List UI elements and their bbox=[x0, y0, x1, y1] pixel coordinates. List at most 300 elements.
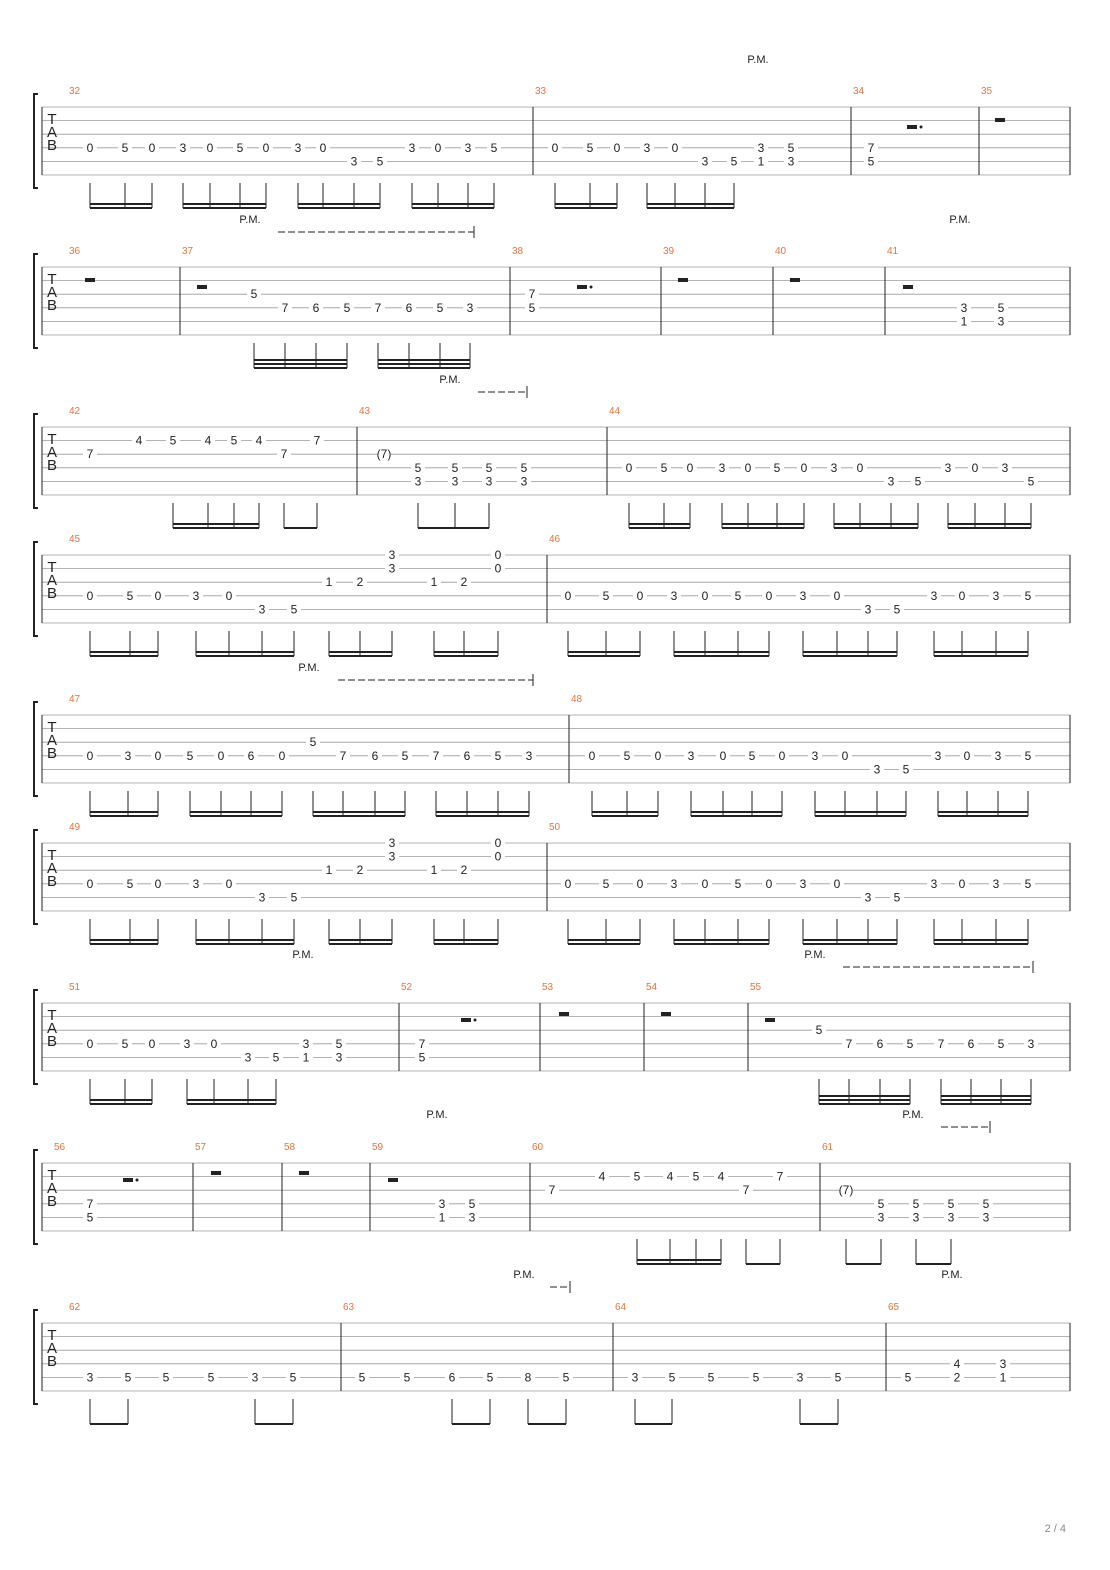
rest-dot bbox=[474, 1019, 477, 1022]
fret-number: 1 bbox=[438, 1210, 446, 1225]
fret-number: 7 bbox=[845, 1036, 853, 1051]
fret-number: 5 bbox=[494, 748, 502, 763]
measure-number: 58 bbox=[284, 1142, 296, 1153]
rest bbox=[678, 278, 688, 282]
measure-number: 32 bbox=[69, 86, 81, 97]
fret-number: 5 bbox=[169, 433, 177, 448]
rest bbox=[765, 1018, 775, 1022]
fret-number: 0 bbox=[701, 588, 709, 603]
fret-number: 3 bbox=[999, 1356, 1007, 1371]
fret-number: 5 bbox=[468, 1196, 476, 1211]
fret-number: 0 bbox=[701, 876, 709, 891]
fret-number: 0 bbox=[958, 588, 966, 603]
fret-number: 5 bbox=[997, 300, 1005, 315]
fret-number: 1 bbox=[960, 314, 968, 329]
fret-number: 7 bbox=[280, 447, 288, 462]
fret-number: 5 bbox=[707, 1370, 715, 1385]
fret-number: 4 bbox=[666, 1169, 674, 1184]
measure-number: 54 bbox=[646, 982, 658, 993]
tab-system bbox=[34, 822, 1070, 944]
fret-number: 0 bbox=[319, 140, 327, 155]
fret-number: 0 bbox=[278, 748, 286, 763]
fret-number: 0 bbox=[154, 748, 162, 763]
tab-clef-letter: T bbox=[47, 719, 57, 736]
fret-number: 3 bbox=[438, 1196, 446, 1211]
fret-number: 5 bbox=[236, 140, 244, 155]
fret-number: 5 bbox=[834, 1370, 842, 1385]
tab-system bbox=[34, 949, 1070, 1104]
fret-number: 0 bbox=[86, 748, 94, 763]
fret-number: 5 bbox=[787, 140, 795, 155]
fret-number: 3 bbox=[520, 474, 528, 489]
fret-number: 5 bbox=[877, 1196, 885, 1211]
fret-number: 6 bbox=[463, 748, 471, 763]
page-number: 2 / 4 bbox=[1044, 1523, 1066, 1535]
fret-number: 3 bbox=[830, 460, 838, 475]
fret-number: 3 bbox=[466, 300, 474, 315]
fret-number: 3 bbox=[796, 1370, 804, 1385]
fret-number: 5 bbox=[602, 876, 610, 891]
measure-number: 40 bbox=[775, 246, 787, 257]
tab-system bbox=[34, 534, 1070, 656]
fret-number: 3 bbox=[335, 1050, 343, 1065]
fret-number: 5 bbox=[186, 748, 194, 763]
fret-number: 0 bbox=[210, 1036, 218, 1051]
fret-number: 3 bbox=[451, 474, 459, 489]
fret-number: 3 bbox=[992, 876, 1000, 891]
fret-number: 3 bbox=[525, 748, 533, 763]
fret-number: 3 bbox=[670, 588, 678, 603]
fret-number: 0 bbox=[86, 588, 94, 603]
fret-number: 5 bbox=[660, 460, 668, 475]
fret-number: 3 bbox=[485, 474, 493, 489]
fret-number: 7 bbox=[937, 1036, 945, 1051]
fret-number: 7 bbox=[418, 1036, 426, 1051]
fret-number: 3 bbox=[464, 140, 472, 155]
tab-system bbox=[34, 1109, 1070, 1264]
fret-number: 7 bbox=[339, 748, 347, 763]
fret-number: 0 bbox=[613, 140, 621, 155]
fret-number: 0 bbox=[564, 876, 572, 891]
fret-number: 3 bbox=[670, 876, 678, 891]
fret-number: 6 bbox=[405, 300, 413, 315]
measure-number: 38 bbox=[512, 246, 524, 257]
fret-number: 1 bbox=[757, 154, 765, 169]
fret-number: 5 bbox=[403, 1370, 411, 1385]
tab-system bbox=[34, 214, 1070, 368]
tab-clef-letter: A bbox=[46, 444, 58, 461]
fret-number: 3 bbox=[258, 602, 266, 617]
fret-number: 3 bbox=[997, 314, 1005, 329]
fret-number: 4 bbox=[135, 433, 143, 448]
measure-number: 48 bbox=[571, 694, 583, 705]
system-bracket bbox=[34, 702, 38, 796]
fret-number: 2 bbox=[953, 1370, 961, 1385]
fret-number: 7 bbox=[867, 140, 875, 155]
fret-number: 3 bbox=[701, 154, 709, 169]
measure-number: 37 bbox=[182, 246, 194, 257]
measure-number: 36 bbox=[69, 246, 81, 257]
fret-number: 3 bbox=[1001, 460, 1009, 475]
fret-number: 5 bbox=[748, 748, 756, 763]
fret-number: 5 bbox=[86, 1210, 94, 1225]
measure-number: 47 bbox=[69, 694, 81, 705]
palm-mute-label: P.M. bbox=[426, 1109, 448, 1121]
fret-number: 1 bbox=[430, 863, 438, 878]
tab-clef-letter: T bbox=[47, 1007, 57, 1024]
fret-number: 3 bbox=[414, 474, 422, 489]
fret-number: 5 bbox=[734, 588, 742, 603]
fret-number: 3 bbox=[388, 849, 396, 864]
rest bbox=[661, 1012, 671, 1016]
fret-number: 3 bbox=[912, 1210, 920, 1225]
fret-number: 0 bbox=[262, 140, 270, 155]
fret-number: 0 bbox=[671, 140, 679, 155]
system-bracket bbox=[34, 414, 38, 508]
fret-number: 6 bbox=[876, 1036, 884, 1051]
fret-number: 3 bbox=[86, 1370, 94, 1385]
measure-number: 53 bbox=[542, 982, 554, 993]
fret-number: 5 bbox=[290, 890, 298, 905]
fret-number: 7 bbox=[528, 287, 536, 302]
fret-number: 5 bbox=[914, 474, 922, 489]
fret-number: 3 bbox=[811, 748, 819, 763]
palm-mute-label: P.M. bbox=[949, 214, 971, 226]
measure-number: 46 bbox=[549, 534, 561, 545]
fret-number: 7 bbox=[776, 1169, 784, 1184]
palm-mute-label: P.M. bbox=[292, 949, 314, 961]
fret-number: 0 bbox=[154, 588, 162, 603]
fret-number: 0 bbox=[856, 460, 864, 475]
measure-number: 60 bbox=[532, 1142, 544, 1153]
fret-number: 3 bbox=[877, 1210, 885, 1225]
fret-number: 3 bbox=[388, 836, 396, 850]
measure-number: 49 bbox=[69, 822, 81, 833]
rest bbox=[559, 1012, 569, 1016]
fret-number: 5 bbox=[912, 1196, 920, 1211]
fret-number: 3 bbox=[687, 748, 695, 763]
system-bracket bbox=[34, 990, 38, 1084]
fret-number: 5 bbox=[250, 287, 258, 302]
fret-number: 0 bbox=[494, 561, 502, 576]
fret-number: 2 bbox=[356, 863, 364, 878]
fret-number: 3 bbox=[930, 588, 938, 603]
tab-clef-letter: T bbox=[47, 431, 57, 448]
fret-number: 5 bbox=[773, 460, 781, 475]
fret-number: 0 bbox=[636, 588, 644, 603]
fret-number: 4 bbox=[717, 1169, 725, 1184]
fret-number: 5 bbox=[124, 1370, 132, 1385]
measure-number: 56 bbox=[54, 1142, 66, 1153]
fret-number: 3 bbox=[757, 140, 765, 155]
fret-number: 1 bbox=[999, 1370, 1007, 1385]
system-bracket bbox=[34, 254, 38, 348]
fret-number: 5 bbox=[602, 588, 610, 603]
fret-number: 0 bbox=[86, 1036, 94, 1051]
fret-number: 3 bbox=[124, 748, 132, 763]
fret-number: 5 bbox=[1024, 748, 1032, 763]
tab-clef-letter: T bbox=[47, 111, 57, 128]
fret-number: 0 bbox=[765, 588, 773, 603]
fret-number: 0 bbox=[971, 460, 979, 475]
tab-clef-letter: T bbox=[47, 271, 57, 288]
fret-number: 5 bbox=[520, 460, 528, 475]
fret-number: 5 bbox=[451, 460, 459, 475]
fret-number: 5 bbox=[230, 433, 238, 448]
fret-number: 7 bbox=[374, 300, 382, 315]
fret-number: 3 bbox=[258, 890, 266, 905]
fret-number: 0 bbox=[841, 748, 849, 763]
palm-mute-label: P.M. bbox=[804, 949, 826, 961]
fret-number: (7) bbox=[376, 447, 392, 462]
fret-number: 3 bbox=[294, 140, 302, 155]
fret-number: 3 bbox=[388, 561, 396, 576]
rest bbox=[461, 1018, 471, 1022]
fret-number: 0 bbox=[963, 748, 971, 763]
fret-number: 3 bbox=[179, 140, 187, 155]
palm-mute-label: P.M. bbox=[747, 54, 769, 66]
fret-number: 6 bbox=[247, 748, 255, 763]
measure-number: 59 bbox=[372, 1142, 384, 1153]
fret-number: 5 bbox=[486, 1370, 494, 1385]
measure-number: 65 bbox=[888, 1302, 900, 1313]
measure-number: 62 bbox=[69, 1302, 81, 1313]
tab-clef-letter: B bbox=[46, 1353, 58, 1370]
fret-number: 5 bbox=[692, 1169, 700, 1184]
measure-number: 42 bbox=[69, 406, 81, 417]
fret-number: 5 bbox=[401, 748, 409, 763]
measure-number: 33 bbox=[535, 86, 547, 97]
rest bbox=[123, 1178, 133, 1182]
tab-clef-letter: B bbox=[46, 297, 58, 314]
measure-number: 55 bbox=[750, 982, 762, 993]
fret-number: 0 bbox=[217, 748, 225, 763]
palm-mute-label: P.M. bbox=[902, 1109, 924, 1121]
fret-number: 7 bbox=[86, 447, 94, 462]
fret-number: 3 bbox=[864, 602, 872, 617]
rest-dot bbox=[920, 126, 923, 129]
palm-mute-label: P.M. bbox=[298, 662, 320, 674]
measure-number: 39 bbox=[663, 246, 675, 257]
fret-number: 2 bbox=[460, 575, 468, 590]
palm-mute-label: P.M. bbox=[941, 1269, 963, 1281]
fret-number: 4 bbox=[204, 433, 212, 448]
fret-number: 3 bbox=[192, 588, 200, 603]
measure-number: 64 bbox=[615, 1302, 627, 1313]
fret-number: 5 bbox=[290, 602, 298, 617]
fret-number: 3 bbox=[934, 748, 942, 763]
fret-number: 7 bbox=[313, 433, 321, 448]
palm-mute-label: P.M. bbox=[513, 1269, 535, 1281]
fret-number: 2 bbox=[460, 863, 468, 878]
tab-clef-letter: A bbox=[46, 732, 58, 749]
rest-dot bbox=[136, 1179, 139, 1182]
fret-number: 0 bbox=[588, 748, 596, 763]
fret-number: 0 bbox=[778, 748, 786, 763]
fret-number: 5 bbox=[815, 1023, 823, 1038]
fret-number: 3 bbox=[799, 876, 807, 891]
rest bbox=[577, 285, 587, 289]
tab-clef-letter: B bbox=[46, 1033, 58, 1050]
fret-number: 0 bbox=[551, 140, 559, 155]
system-bracket bbox=[34, 1150, 38, 1244]
fret-number: 5 bbox=[947, 1196, 955, 1211]
tab-clef-letter: B bbox=[46, 457, 58, 474]
tab-clef-letter: B bbox=[46, 585, 58, 602]
measure-number: 45 bbox=[69, 534, 81, 545]
tab-clef-letter: T bbox=[47, 1167, 57, 1184]
fret-number: 3 bbox=[787, 154, 795, 169]
fret-number: 0 bbox=[86, 140, 94, 155]
fret-number: 4 bbox=[255, 433, 263, 448]
fret-number: 0 bbox=[564, 588, 572, 603]
tab-clef-letter: B bbox=[46, 137, 58, 154]
fret-number: 5 bbox=[343, 300, 351, 315]
fret-number: 1 bbox=[302, 1050, 310, 1065]
fret-number: 5 bbox=[121, 1036, 129, 1051]
fret-number: 5 bbox=[586, 140, 594, 155]
fret-number: 3 bbox=[388, 548, 396, 562]
tab-clef-letter: T bbox=[47, 559, 57, 576]
rest bbox=[995, 118, 1005, 122]
fret-number: 5 bbox=[335, 1036, 343, 1051]
fret-number: 3 bbox=[873, 762, 881, 777]
fret-number: 5 bbox=[289, 1370, 297, 1385]
fret-number: 3 bbox=[887, 474, 895, 489]
fret-number: 6 bbox=[967, 1036, 975, 1051]
fret-number: 1 bbox=[325, 863, 333, 878]
measure-number: 35 bbox=[981, 86, 993, 97]
rest bbox=[903, 285, 913, 289]
fret-number: 5 bbox=[1024, 588, 1032, 603]
tab-system bbox=[34, 54, 1070, 208]
fret-number: 6 bbox=[371, 748, 379, 763]
tab-clef-letter: T bbox=[47, 847, 57, 864]
fret-number: 3 bbox=[992, 588, 1000, 603]
fret-number: 0 bbox=[494, 836, 502, 850]
measure-number: 44 bbox=[609, 406, 621, 417]
rest bbox=[790, 278, 800, 282]
fret-number: 5 bbox=[418, 1050, 426, 1065]
fret-number: 0 bbox=[154, 876, 162, 891]
fret-number: 3 bbox=[244, 1050, 252, 1065]
measure-number: 34 bbox=[853, 86, 865, 97]
fret-number: 5 bbox=[893, 890, 901, 905]
fret-number: 0 bbox=[686, 460, 694, 475]
fret-number: 0 bbox=[225, 876, 233, 891]
measure-number: 50 bbox=[549, 822, 561, 833]
fret-number: 3 bbox=[350, 154, 358, 169]
fret-number: 5 bbox=[272, 1050, 280, 1065]
fret-number: 3 bbox=[864, 890, 872, 905]
fret-number: 6 bbox=[448, 1370, 456, 1385]
fret-number: 5 bbox=[734, 876, 742, 891]
palm-mute-label: P.M. bbox=[239, 214, 261, 226]
fret-number: 5 bbox=[893, 602, 901, 617]
fret-number: 5 bbox=[126, 876, 134, 891]
tab-clef-letter: A bbox=[46, 1340, 58, 1357]
fret-number: 5 bbox=[528, 300, 536, 315]
fret-number: 5 bbox=[376, 154, 384, 169]
fret-number: 5 bbox=[309, 735, 317, 750]
measure-number: 51 bbox=[69, 982, 81, 993]
fret-number: 0 bbox=[494, 849, 502, 864]
fret-number: 5 bbox=[904, 1370, 912, 1385]
rest bbox=[907, 125, 917, 129]
measure-number: 41 bbox=[887, 246, 899, 257]
fret-number: 3 bbox=[302, 1036, 310, 1051]
tab-system bbox=[34, 662, 1070, 816]
fret-number: 0 bbox=[225, 588, 233, 603]
rest-dot bbox=[590, 286, 593, 289]
fret-number: 5 bbox=[490, 140, 498, 155]
fret-number: 0 bbox=[86, 876, 94, 891]
measure-number: 43 bbox=[359, 406, 371, 417]
fret-number: 6 bbox=[312, 300, 320, 315]
fret-number: 5 bbox=[121, 140, 129, 155]
fret-number: 5 bbox=[982, 1196, 990, 1211]
tab-clef-letter: A bbox=[46, 1020, 58, 1037]
rest bbox=[299, 1171, 309, 1175]
fret-number: 5 bbox=[906, 1036, 914, 1051]
fret-number: (7) bbox=[838, 1183, 854, 1198]
fret-number: 7 bbox=[281, 300, 289, 315]
fret-number: 5 bbox=[162, 1370, 170, 1385]
fret-number: 3 bbox=[192, 876, 200, 891]
fret-number: 5 bbox=[867, 154, 875, 169]
fret-number: 5 bbox=[668, 1370, 676, 1385]
fret-number: 3 bbox=[994, 748, 1002, 763]
rest bbox=[197, 285, 207, 289]
fret-number: 5 bbox=[562, 1370, 570, 1385]
fret-number: 0 bbox=[765, 876, 773, 891]
fret-number: 3 bbox=[1027, 1036, 1035, 1051]
fret-number: 0 bbox=[719, 748, 727, 763]
fret-number: 0 bbox=[636, 876, 644, 891]
tab-clef-letter: A bbox=[46, 572, 58, 589]
tab-clef-letter: B bbox=[46, 745, 58, 762]
fret-number: 7 bbox=[742, 1183, 750, 1198]
fret-number: 3 bbox=[183, 1036, 191, 1051]
fret-number: 3 bbox=[643, 140, 651, 155]
fret-number: 7 bbox=[548, 1183, 556, 1198]
fret-number: 5 bbox=[358, 1370, 366, 1385]
fret-number: 3 bbox=[631, 1370, 639, 1385]
tab-clef-letter: A bbox=[46, 1180, 58, 1197]
rest bbox=[211, 1171, 221, 1175]
measure-number: 63 bbox=[343, 1302, 355, 1313]
system-bracket bbox=[34, 830, 38, 924]
fret-number: 3 bbox=[944, 460, 952, 475]
tab-clef-letter: A bbox=[46, 124, 58, 141]
fret-number: 3 bbox=[408, 140, 416, 155]
system-bracket bbox=[34, 94, 38, 188]
fret-number: 5 bbox=[902, 762, 910, 777]
fret-number: 3 bbox=[468, 1210, 476, 1225]
fret-number: 5 bbox=[730, 154, 738, 169]
fret-number: 4 bbox=[598, 1169, 606, 1184]
tab-system bbox=[34, 374, 1070, 528]
measure-number: 57 bbox=[195, 1142, 207, 1153]
tab-clef-letter: A bbox=[46, 860, 58, 877]
fret-number: 1 bbox=[325, 575, 333, 590]
system-bracket bbox=[34, 542, 38, 636]
fret-number: 0 bbox=[833, 588, 841, 603]
fret-number: 3 bbox=[799, 588, 807, 603]
fret-number: 0 bbox=[148, 1036, 156, 1051]
fret-number: 0 bbox=[654, 748, 662, 763]
measure-number: 61 bbox=[822, 1142, 834, 1153]
